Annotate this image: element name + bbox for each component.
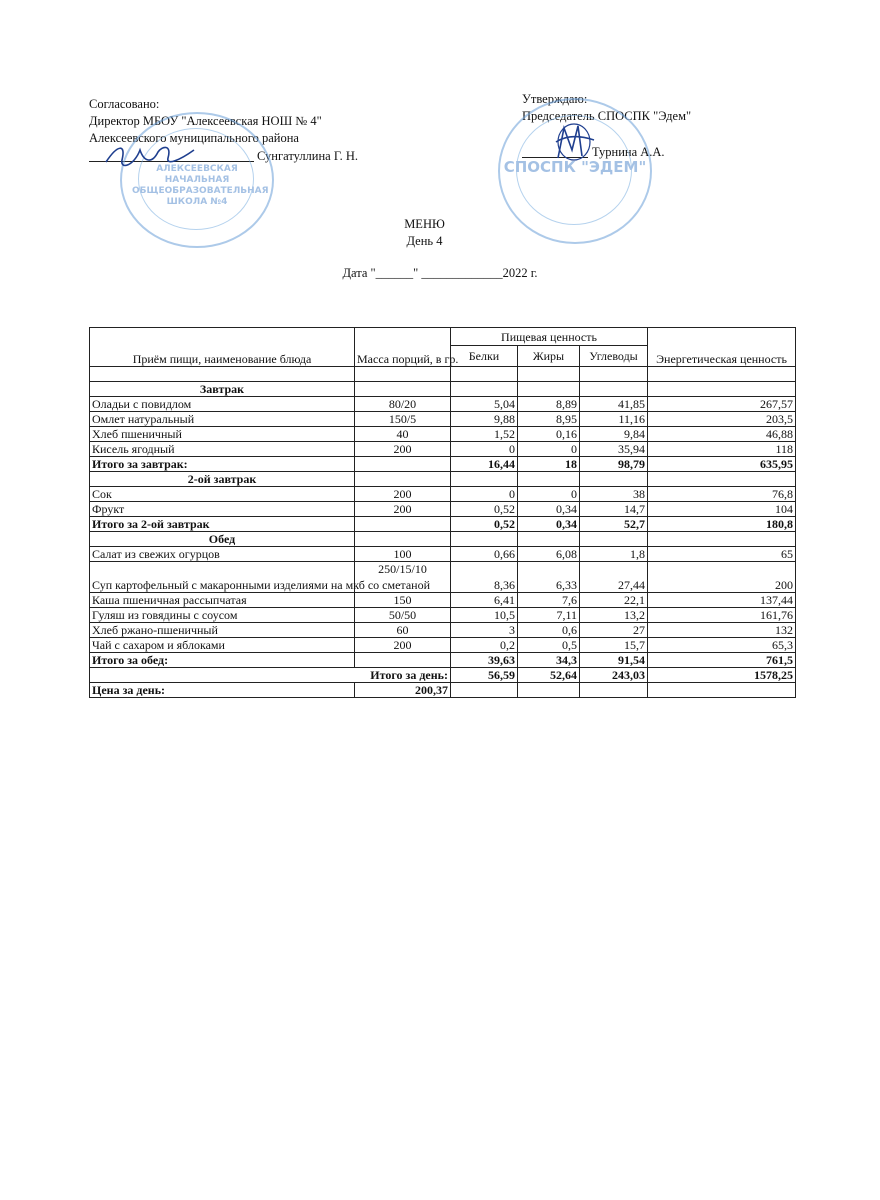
second-breakfast-total-row: Итого за 2-ой завтрак 0,52 0,34 52,7 180,8 <box>90 517 796 532</box>
menu-table <box>89 327 796 698</box>
table-row: Омлет натуральный 150/5 9,88 8,95 11,16 203,5 <box>90 412 796 427</box>
table-row: Гуляш из говядины с соусом 50/50 10,5 7,11 13,2 161,76 <box>90 608 796 623</box>
section-second-breakfast: 2-ой завтрак <box>90 472 355 487</box>
school-stamp-text: АЛЕКСЕЕВСКАЯ НАЧАЛЬНАЯ ОБЩЕОБРАЗОВАТЕЛЬНАЯ ШКОЛА №4 <box>132 164 269 207</box>
lunch-total-row: Итого за обед: 39,63 34,3 91,54 761,5 <box>90 653 796 668</box>
menu-date: Дата "______" _____________2022 г. <box>342 266 538 280</box>
table-row: Суп картофельный с макаронными изделиями на мкб со сметаной 250/15/10 8,36 6,33 27,44 200 <box>90 562 796 593</box>
table-row: Хлеб ржано-пшеничный 60 3 0,6 27 132 <box>90 623 796 638</box>
section-lunch: Обед <box>90 532 355 547</box>
menu-day: День 4 <box>406 234 443 248</box>
table-row: Хлеб пшеничный 40 1,52 0,16 9,84 46,88 <box>90 427 796 442</box>
approval-right-signer: Турнина А.А. <box>592 145 665 159</box>
approval-left-position: Директор МБОУ "Алексеевская НОШ № 4" <box>89 114 322 128</box>
section-breakfast-row <box>90 382 796 397</box>
signature-right <box>550 118 600 168</box>
header-mass: Масса порций, в гр. <box>355 328 451 367</box>
price-value: 200,37 <box>355 683 451 698</box>
signature-left <box>100 136 200 178</box>
table-row: Сок 200 0 0 38 76,8 <box>90 487 796 502</box>
approval-left-label: Согласовано: <box>89 97 160 111</box>
approval-right-label: Утверждаю: <box>522 92 588 106</box>
header-dish: Приём пищи, наименование блюда <box>90 328 355 367</box>
table-row: Чай с сахаром и яблоками 200 0,2 0,5 15,7 65,3 <box>90 638 796 653</box>
table-row: Салат из свежих огурцов 100 0,66 6,08 1,8 65 <box>90 547 796 562</box>
table-row: Кисель ягодный 200 0 0 35,94 118 <box>90 442 796 457</box>
header-protein: Белки <box>451 346 518 367</box>
table-row: Фрукт 200 0,52 0,34 14,7 104 <box>90 502 796 517</box>
table-spacer-row <box>90 367 796 382</box>
edem-stamp-text: СПОСПК "ЭДЕМ" <box>503 158 647 176</box>
approval-left-district: Алексеевского муниципального района <box>89 131 299 145</box>
price-row: Цена за день: 200,37 <box>90 683 796 698</box>
section-second-breakfast-row <box>90 472 796 487</box>
table-header-row <box>90 328 796 346</box>
menu-title: МЕНЮ <box>404 217 445 231</box>
header-energy: Энергетическая ценность <box>648 328 796 367</box>
approval-left-signer: Сунгатуллина Г. Н. <box>257 149 359 163</box>
day-total-row: Итого за день: 56,59 52,64 243,03 1578,25 <box>90 668 796 683</box>
table-row: Оладьи с повидлом 80/20 5,04 8,89 41,85 267,57 <box>90 397 796 412</box>
header-fat: Жиры <box>518 346 580 367</box>
approval-right-position: Председатель СПОСПК "Эдем" <box>522 109 692 123</box>
breakfast-total-row: Итого за завтрак: 16,44 18 98,79 635,95 <box>90 457 796 472</box>
table-row: Каша пшеничная рассыпчатая 150 6,41 7,6 22,1 137,44 <box>90 593 796 608</box>
section-lunch-row <box>90 532 796 547</box>
section-breakfast: Завтрак <box>90 382 355 397</box>
header-nutrition: Пищевая ценность <box>451 328 648 346</box>
header-carbs: Углеводы <box>580 346 648 367</box>
